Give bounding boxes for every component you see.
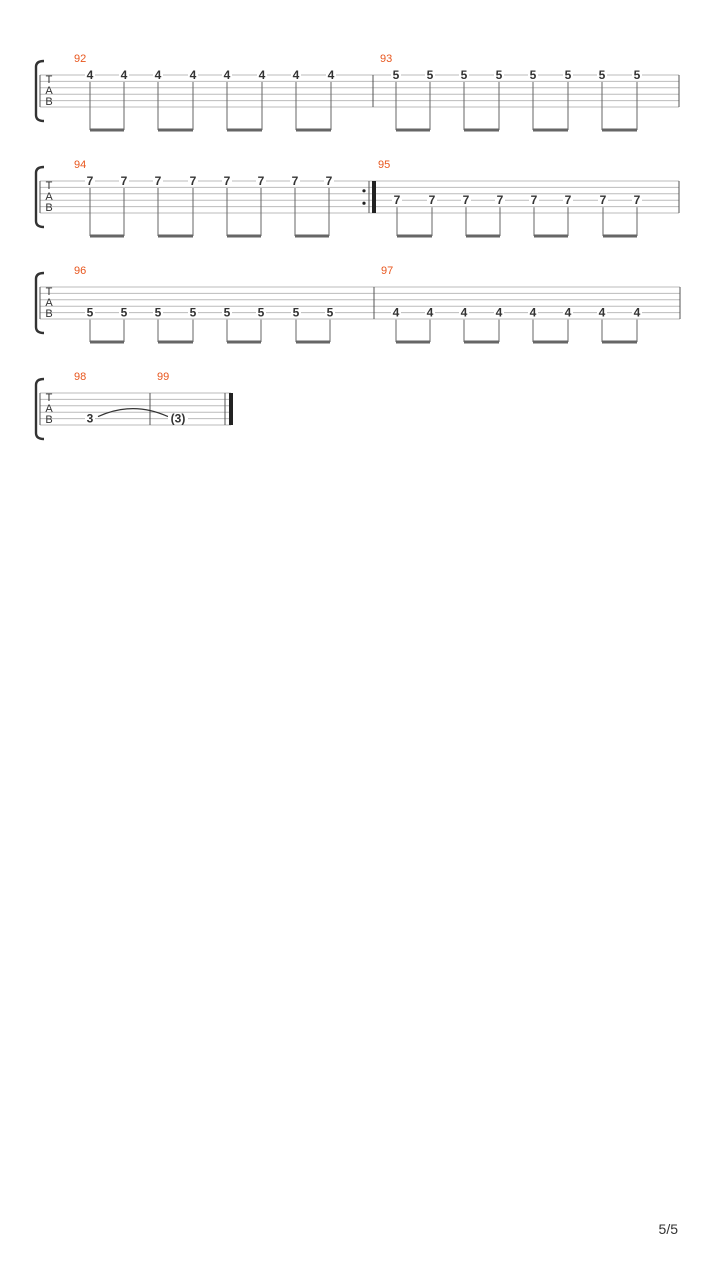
beam [464, 341, 499, 344]
beam [602, 341, 637, 344]
fret-number: 4 [529, 305, 537, 320]
fret-number: 7 [633, 193, 641, 208]
page-number: 5/5 [658, 1221, 678, 1237]
fret-number: 7 [530, 193, 538, 208]
fret-number: 7 [393, 193, 401, 208]
fret-number: 5 [257, 305, 265, 320]
fret-number: 7 [496, 193, 504, 208]
fret-number: 7 [462, 193, 470, 208]
fret-number: 5 [223, 305, 231, 320]
fret-number: 7 [564, 193, 572, 208]
measure-number: 92 [74, 53, 87, 65]
tab-clef-letter: A [45, 191, 53, 203]
fret-number: 7 [189, 174, 197, 188]
beam [227, 129, 262, 132]
fret-number: 5 [326, 305, 334, 320]
fret-number: 7 [291, 174, 299, 188]
tab-clef-letter: B [45, 202, 53, 214]
fret-number: 5 [392, 68, 400, 82]
fret-number: 5 [460, 68, 468, 82]
fret-number: 4 [633, 305, 641, 320]
fret-number: 5 [86, 305, 94, 320]
beam [603, 235, 637, 238]
beam [227, 341, 261, 344]
beam [534, 235, 568, 238]
beam [295, 235, 329, 238]
measure-number: 95 [378, 159, 391, 171]
fret-number: 5 [495, 68, 503, 82]
fret-number: 7 [599, 193, 607, 208]
fret-number: 5 [598, 68, 606, 82]
fret-number: 5 [529, 68, 537, 82]
fret-number: 4 [86, 68, 94, 82]
beam [90, 341, 124, 344]
fret-number: 7 [86, 174, 94, 188]
fret-number: 5 [426, 68, 434, 82]
fret-number: 5 [564, 68, 572, 82]
beam [158, 129, 193, 132]
tab-clef-letter: A [45, 85, 53, 97]
fret-number: 5 [292, 305, 300, 320]
beam [90, 235, 124, 238]
beam [533, 129, 568, 132]
measure-number: 99 [157, 371, 170, 383]
fret-number: 4 [495, 305, 503, 320]
fret-number: 4 [120, 68, 128, 82]
tab-clef-letter: T [45, 180, 53, 192]
fret-number: 4 [460, 305, 468, 320]
fret-number: 7 [223, 174, 231, 188]
repeat-dot [362, 189, 365, 192]
tab-clef-letter: T [45, 74, 53, 86]
tab-clef-letter: B [45, 96, 53, 108]
fret-number: 7 [428, 193, 436, 208]
repeat-barline-thick [372, 181, 376, 213]
fret-number: 7 [257, 174, 265, 188]
beam [296, 129, 331, 132]
fret-number: 4 [292, 68, 300, 82]
beam [227, 235, 261, 238]
fret-number: 4 [189, 68, 197, 82]
beam [158, 341, 193, 344]
repeat-dot [362, 202, 365, 205]
beam [397, 235, 432, 238]
fret-number: 5 [154, 305, 162, 320]
final-barline-thick [229, 393, 233, 425]
measure-number: 98 [74, 371, 87, 383]
tab-clef-letter: A [45, 403, 53, 415]
tab-clef-letter: T [45, 286, 53, 298]
beam [396, 341, 430, 344]
fret-number: 4 [392, 305, 400, 320]
beam [396, 129, 430, 132]
fret-number: 4 [327, 68, 335, 82]
beam [533, 341, 568, 344]
fret-number: 4 [258, 68, 266, 82]
fret-number: 3 [86, 411, 94, 426]
fret-number: 5 [633, 68, 641, 82]
fret-number: 5 [120, 305, 128, 320]
beam [602, 129, 637, 132]
beam [464, 129, 499, 132]
fret-number: 5 [189, 305, 197, 320]
fret-number: 7 [120, 174, 128, 188]
measure-number: 97 [381, 265, 394, 277]
fret-number: 4 [598, 305, 606, 320]
measure-number: 93 [380, 53, 393, 65]
fret-number: 7 [154, 174, 162, 188]
measure-number: 96 [74, 265, 87, 277]
tab-clef-letter: A [45, 297, 53, 309]
fret-number: 7 [325, 174, 333, 188]
beam [90, 129, 124, 132]
fret-number: 4 [154, 68, 162, 82]
fret-number: 4 [564, 305, 572, 320]
tab-clef-letter: T [45, 392, 53, 404]
beam [466, 235, 500, 238]
fret-number: (3) [170, 411, 186, 426]
fret-number: 4 [223, 68, 231, 82]
tab-clef-letter: B [45, 414, 53, 426]
beam [158, 235, 193, 238]
beam [296, 341, 330, 344]
measure-number: 94 [74, 159, 87, 171]
fret-number: 4 [426, 305, 434, 320]
tab-clef-letter: B [45, 308, 53, 320]
